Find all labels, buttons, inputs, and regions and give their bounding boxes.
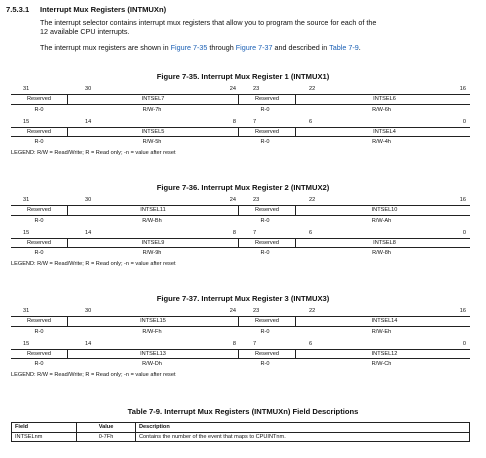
access-type: R/W-9h (142, 250, 162, 256)
bit-number: 24 (229, 197, 236, 203)
access-row (11, 328, 470, 336)
section-heading (6, 5, 166, 14)
access-type: R/W-Bh (142, 217, 162, 224)
register-field: Reserved (238, 128, 295, 137)
access-type: R/W-Fh (142, 328, 162, 335)
bit-number-row (11, 197, 470, 205)
figure-caption: Figure 7-35. Interrupt Mux Register 1 (INTMUX1) (156, 72, 330, 81)
access-type: R/W-Ch (371, 361, 392, 367)
access-type: R-0 (34, 217, 44, 224)
table-link-7-9[interactable]: Table 7-9 (329, 43, 359, 52)
bit-number: 30 (85, 86, 92, 92)
bit-number: 24 (229, 86, 236, 92)
register-field-row (11, 127, 470, 138)
access-type: R-0 (260, 250, 270, 256)
intro-text: . (358, 43, 361, 52)
access-row (11, 360, 470, 368)
access-type: R-0 (260, 328, 270, 335)
bit-number: 22 (309, 308, 316, 314)
bit-number: 22 (309, 86, 316, 92)
bit-number: 7 (253, 229, 257, 236)
bit-number: 7 (253, 118, 257, 125)
access-type: R/W-Eh (371, 328, 392, 335)
bit-number-row (11, 341, 470, 349)
register-field-row (11, 94, 470, 105)
register-field: Reserved (27, 239, 51, 246)
bit-number: 0 (462, 229, 466, 236)
bit-number: 14 (85, 229, 92, 236)
section-number: 7.5.3.1 (6, 5, 30, 14)
access-row (11, 249, 470, 257)
access-type: R/W-4h (372, 139, 391, 145)
register-diagram (11, 197, 470, 257)
bit-number: 16 (459, 197, 466, 203)
bit-number: 14 (85, 340, 92, 347)
register-field: INTSEL8 (295, 239, 473, 248)
bit-number: 15 (23, 229, 30, 236)
bit-number: 14 (85, 118, 92, 125)
access-type: R-0 (34, 106, 44, 113)
register-field: Reserved (27, 350, 51, 357)
register-diagram (11, 308, 470, 368)
access-type: R/W-8h (372, 250, 391, 256)
access-type: R-0 (34, 250, 44, 256)
bit-number-row (11, 119, 470, 127)
bit-number-row (11, 230, 470, 238)
register-field-row (11, 238, 470, 249)
register-field: Reserved (27, 207, 51, 213)
section-title: Interrupt Mux Registers (INTMUXn) (40, 5, 167, 14)
register-legend: LEGEND: R/W = Read/Write; R = Read only; -n = value after reset (11, 261, 176, 267)
register-field-row (11, 316, 470, 327)
register-field: Reserved (238, 350, 295, 359)
register-field: Reserved (238, 95, 295, 104)
intro-line-2: 12 available CPU interrupts. (40, 27, 130, 37)
table-header-value: Value (77, 423, 136, 433)
register-field: INTSEL6 (295, 95, 473, 104)
bit-number: 24 (229, 308, 236, 314)
table-row (12, 432, 470, 442)
intro-paragraph-2 (40, 43, 480, 52)
register-legend: LEGEND: R/W = Read/Write; R = Read only; -n = value after reset (11, 150, 176, 156)
register-field: INTSEL7 (67, 95, 238, 104)
access-type: R/W-Dh (142, 361, 162, 367)
register-legend: LEGEND: R/W = Read/Write; R = Read only; -n = value after reset (11, 372, 176, 378)
access-type: R-0 (260, 361, 270, 367)
register-field: Reserved (238, 317, 295, 326)
figure-link-7-37[interactable]: Figure 7-37 (235, 43, 273, 52)
access-type: R-0 (34, 361, 44, 367)
bit-number: 7 (253, 340, 257, 347)
table-cell-field: INTSELnm (12, 432, 77, 442)
figure-link-7-35[interactable]: Figure 7-35 (170, 43, 208, 52)
bit-number: 6 (309, 118, 313, 125)
register-field: INTSEL4 (295, 128, 473, 137)
table-cell-description: Contains the number of the event that maps to CPUINTnm. (136, 432, 470, 442)
bit-number: 16 (459, 308, 466, 314)
access-type: R/W-5h (142, 139, 162, 145)
table-header-row (12, 423, 470, 433)
bit-number: 30 (85, 197, 92, 203)
register-field: INTSEL9 (67, 239, 238, 248)
bit-number: 16 (459, 86, 466, 92)
table-cell-value: 0-7Fh (77, 432, 136, 442)
intro-line-1: The interrupt selector contains interrupt mux registers that allow you to program the source for each of the (40, 18, 377, 27)
access-type: R/W-Ah (371, 217, 392, 224)
access-type: R-0 (260, 106, 270, 113)
table-caption: Table 7-9. Interrupt Mux Registers (INTMUXn) Field Descriptions (127, 407, 359, 416)
intro-text: and described in (272, 43, 330, 52)
bit-number: 15 (23, 340, 30, 347)
bit-number: 8 (232, 118, 236, 125)
register-field: INTSEL5 (67, 128, 238, 137)
register-field: INTSEL14 (295, 317, 473, 326)
bit-number: 6 (309, 229, 313, 236)
bit-number: 31 (23, 86, 30, 92)
table-header-description: Description (136, 423, 470, 433)
register-diagram (11, 86, 470, 146)
intro-text: through (207, 43, 236, 52)
access-row (11, 217, 470, 225)
intro-text: The interrupt mux registers are shown in (40, 43, 171, 52)
bit-number: 23 (253, 86, 260, 92)
access-type: R-0 (34, 328, 44, 335)
register-field: Reserved (27, 96, 51, 102)
access-row (11, 106, 470, 114)
bit-number: 23 (253, 197, 260, 203)
access-type: R-0 (260, 217, 270, 224)
access-type: R-0 (260, 139, 270, 145)
access-type: R/W-6h (372, 106, 391, 113)
access-type: R/W-7h (142, 106, 162, 113)
bit-number: 30 (85, 308, 92, 314)
bit-number: 31 (23, 308, 30, 314)
bit-number: 15 (23, 118, 30, 125)
bit-number-row (11, 308, 470, 316)
register-field: INTSEL10 (295, 206, 473, 215)
register-field-row (11, 205, 470, 216)
bit-number: 8 (232, 340, 236, 347)
bit-number: 31 (23, 197, 30, 203)
register-field: INTSEL12 (295, 350, 473, 359)
register-field: INTSEL11 (67, 206, 238, 215)
register-field: Reserved (27, 318, 51, 324)
register-field: Reserved (27, 128, 51, 135)
figure-caption: Figure 7-37. Interrupt Mux Register 3 (INTMUX3) (156, 294, 330, 303)
bit-number: 22 (309, 197, 316, 203)
bit-number: 6 (309, 340, 313, 347)
table-header-field: Field (12, 423, 77, 433)
register-field-row (11, 349, 470, 360)
bit-number: 0 (462, 340, 466, 347)
bit-number-row (11, 86, 470, 94)
bit-number: 8 (232, 229, 236, 236)
access-row (11, 138, 470, 146)
register-field: INTSEL15 (67, 317, 238, 326)
register-field: Reserved (238, 206, 295, 215)
register-field: INTSEL13 (67, 350, 238, 359)
access-type: R-0 (34, 139, 44, 145)
figure-caption: Figure 7-36. Interrupt Mux Register 2 (INTMUX2) (156, 183, 330, 192)
bit-number: 23 (253, 308, 260, 314)
bit-number: 0 (462, 118, 466, 125)
intro-paragraph (40, 18, 480, 37)
field-description-table (11, 422, 470, 442)
register-field: Reserved (238, 239, 295, 248)
